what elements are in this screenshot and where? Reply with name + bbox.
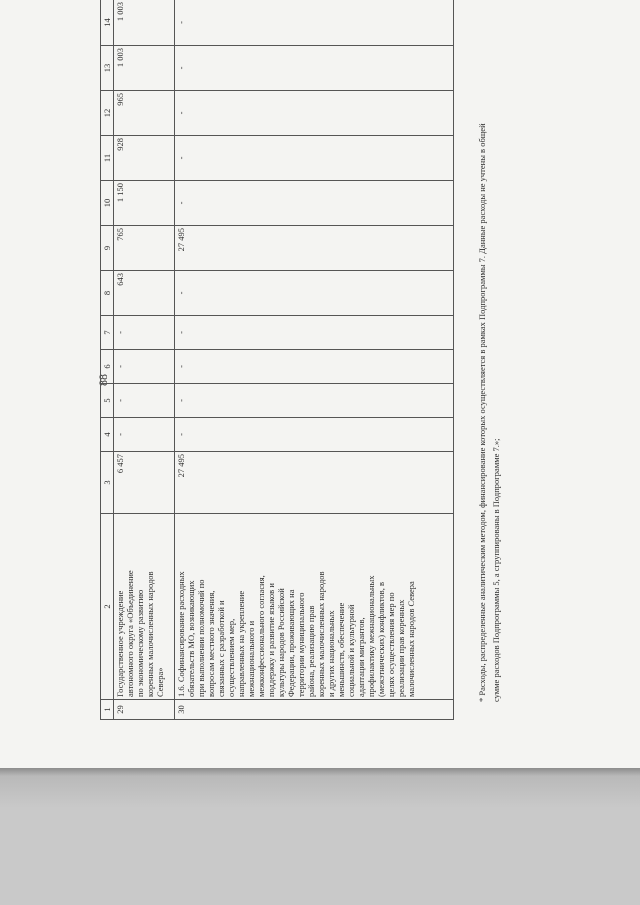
cell-col-12: 965 — [114, 91, 175, 136]
cell-col-8: - — [175, 271, 454, 316]
cell-col-13: - — [175, 46, 454, 91]
cell-col-14: - — [175, 0, 454, 46]
page-number: 88 — [96, 374, 110, 386]
column-number-13: 13 — [101, 46, 114, 91]
rotated-page-content — [60, 0, 560, 720]
row-number: 29 — [114, 700, 175, 720]
cell-col-6: - — [114, 350, 175, 384]
cell-col-10: 1 150 — [114, 181, 175, 226]
column-number-10: 10 — [101, 181, 114, 226]
column-number-7: 7 — [101, 316, 114, 350]
column-number-12: 12 — [101, 91, 114, 136]
column-number-14: 14 — [101, 0, 114, 46]
header-row — [101, 0, 114, 720]
cell-col-9: 765 — [114, 226, 175, 271]
column-number-6: 6 — [101, 350, 114, 384]
row-description: 1.6. Софинансирование расходных обязательств МО, возникающих при выполнении полномочий по вопросам местного значения, связанных с разработкой и осуществлением мер, направленных на укрепление межнационального и межконфессионального согласия, поддержку и развитие языков и культуры народов Российской Федерации, проживающих на территории муниципального района, реализацию прав коренных малочисленных народов и других национальных меньшинств, обеспечение социальной и культурной адаптации мигрантов, профилактику межнациональных (межэтнических) конфликтов, в целях осуществления мер по реализации прав коренных малочисленных народов Севера — [175, 514, 454, 700]
column-number-9: 9 — [101, 226, 114, 271]
cell-col-3: 27 495 — [175, 452, 454, 514]
cell-col-9: 27 495 — [175, 226, 454, 271]
row-number: 30 — [175, 700, 454, 720]
column-number-5: 5 — [101, 384, 114, 418]
cell-col-11: - — [175, 136, 454, 181]
footnote: * Расходы, распределенные аналитическим методом, финансирование которых осуществляется в рамках Подпрограммы 7. Данные расходы не учтены в общей сумме расходов Подпрограммы 5, а сгруппированы в Подпрограмме 7.»; — [477, 123, 502, 702]
column-number-2: 2 — [101, 514, 114, 700]
cell-col-8: 643 — [114, 271, 175, 316]
row-description: Государственное учреждение автономного округа «Объединение по экономическому развитию коренных малочисленных народов Севера» — [114, 514, 175, 700]
cell-col-5: - — [114, 384, 175, 418]
table-row — [114, 0, 175, 720]
cell-col-13: 1 003 — [114, 46, 175, 91]
expenditure-table — [100, 0, 454, 720]
cell-col-10: - — [175, 181, 454, 226]
column-number-11: 11 — [101, 136, 114, 181]
cell-col-11: 928 — [114, 136, 175, 181]
cell-col-4: - — [175, 418, 454, 452]
cell-col-7: - — [175, 316, 454, 350]
cell-col-6: - — [175, 350, 454, 384]
column-number-4: 4 — [101, 418, 114, 452]
sheet-shadow — [0, 768, 640, 905]
cell-col-5: - — [175, 384, 454, 418]
table-row — [175, 0, 454, 720]
column-number-1: 1 — [101, 700, 114, 720]
cell-col-7: - — [114, 316, 175, 350]
column-number-3: 3 — [101, 452, 114, 514]
cell-col-3: 6 457 — [114, 452, 175, 514]
cell-col-12: - — [175, 91, 454, 136]
cell-col-14: 1 003 — [114, 0, 175, 46]
cell-col-4: - — [114, 418, 175, 452]
column-number-8: 8 — [101, 271, 114, 316]
